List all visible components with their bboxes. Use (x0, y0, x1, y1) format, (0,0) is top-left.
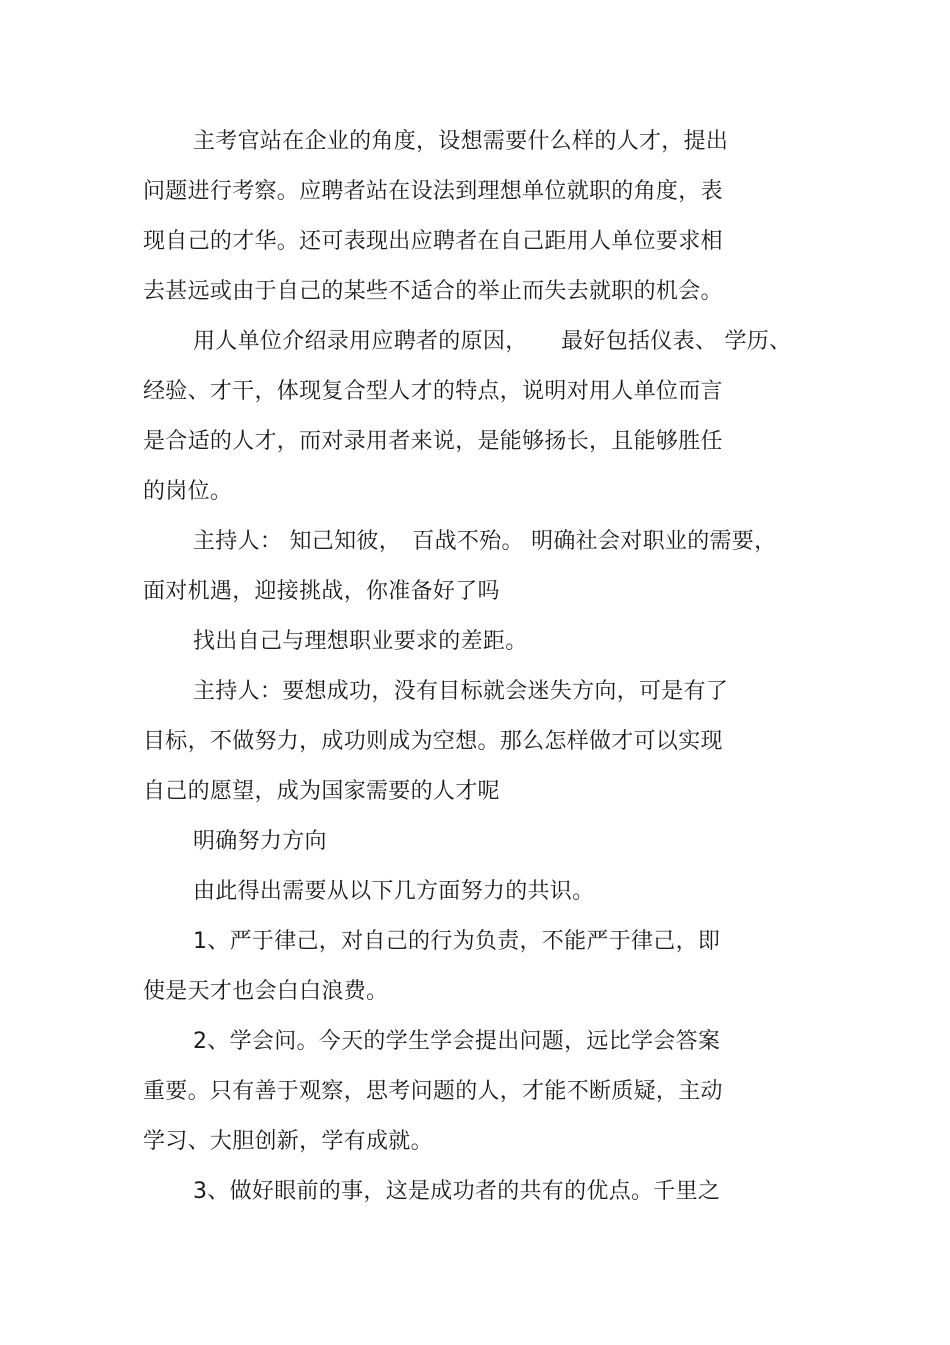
text-line: 目标，不做努力，成功则成为空想。那么怎样做才可以实现 (143, 729, 723, 754)
text-line: 3、做好眼前的事，这是成功者的共有的优点。千里之 (193, 1179, 721, 1204)
text-line: 是合适的人才，而对录用者来说，是能够扬长，且能够胜任 (143, 429, 723, 454)
text-line: 去甚远或由于自己的某些不适合的举止而失去就职的机会。 (143, 279, 723, 304)
text-line: 现自己的才华。还可表现出应聘者在自己距用人单位要求相 (143, 229, 723, 254)
text-line: 问题进行考察。应聘者站在设法到理想单位就职的角度，表 (143, 179, 723, 204)
text-line: 的岗位。 (143, 479, 233, 504)
text-line: 使是天才也会白白浪费。 (143, 979, 389, 1004)
text-line: 主持人： 知己知彼， 百战不殆。 明确社会对职业的需要， (193, 529, 777, 554)
text-line: 找出自己与理想职业要求的差距。 (193, 629, 528, 654)
text-line: 主持人：要想成功，没有目标就会迷失方向，可是有了 (193, 679, 729, 704)
text-line: 面对机遇，迎接挑战，你准备好了吗 (143, 579, 500, 604)
text-line: 重要。只有善于观察，思考问题的人，才能不断质疑，主动 (143, 1079, 723, 1104)
text-line: 2、学会问。今天的学生学会提出问题，远比学会答案 (193, 1029, 721, 1054)
text-line: 主考官站在企业的角度，设想需要什么样的人才，提出 (193, 129, 729, 154)
text-line: 1、严于律己，对自己的行为负责，不能严于律己，即 (193, 929, 721, 954)
text-line: 自己的愿望，成为国家需要的人才呢 (143, 779, 500, 804)
text-line: 由此得出需要从以下几方面努力的共识。 (193, 879, 595, 904)
text-line: 经验、才干，体现复合型人才的特点，说明对用人单位而言 (143, 379, 723, 404)
text-line: 学习、大胆创新，学有成就。 (143, 1129, 433, 1154)
text-line: 用人单位介绍录用应聘者的原因， 最好包括仪表、 学历、 (193, 329, 792, 354)
text-line: 明确努力方向 (193, 829, 327, 854)
